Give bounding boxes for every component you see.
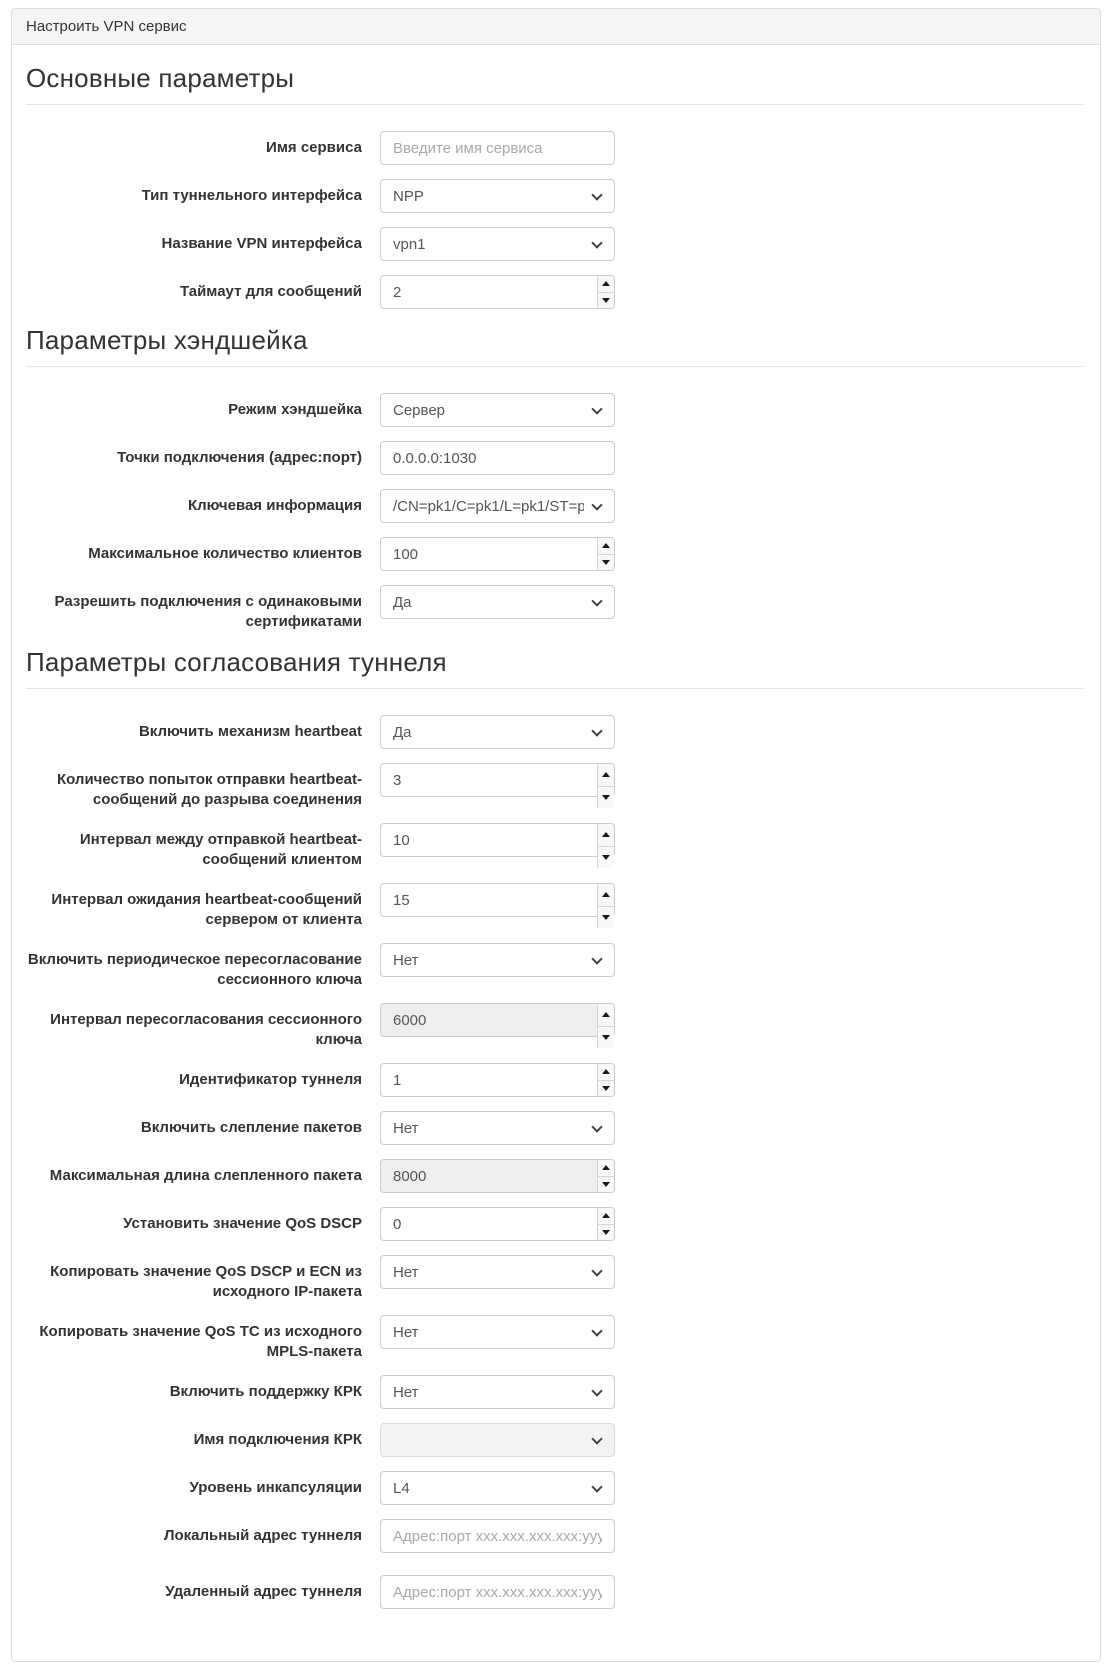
vpn-interface-name-label: Название VPN интерфейса [161,235,362,252]
spin-down-button[interactable] [598,554,614,571]
tunnel-interface-type-control [380,179,615,213]
spin-up-button[interactable] [598,1004,614,1026]
triangle-down-icon [602,1230,610,1235]
packet-gluing-enable-label: Включить слепление пакетов [140,1119,362,1136]
heartbeat-interval-client-input[interactable] [380,823,615,857]
qos-dscp-value-label: Установить значение QoS DSCP [123,1215,362,1232]
krk-connection-name-control [380,1423,615,1457]
triangle-up-icon [602,1213,610,1218]
max-clients-input[interactable] [380,537,615,571]
triangle-up-icon [602,772,610,777]
spin-up-button[interactable] [598,1208,614,1224]
card-body [12,45,1100,1661]
field-row-rekey-interval [24,1003,1086,1049]
spin-down-button[interactable] [598,1026,614,1049]
copy-qos-dscp-ecn-label: Копировать значение QoS DSCP и ECN из исходного IP-пакета [50,1263,362,1300]
field-row-tunnel-interface-type [24,179,1086,213]
heartbeat-wait-server-input[interactable] [380,883,615,917]
field-row-service-name [24,131,1086,165]
spinner-buttons [597,1208,614,1240]
remote-tunnel-address-label: Удаленный адрес туннеля [165,1583,362,1600]
field-row-connection-points [24,441,1086,475]
key-info-label: Ключевая информация [187,497,362,514]
section-divider [26,104,1084,105]
field-row-heartbeat-interval-client [24,823,1086,869]
tunnel-interface-type-select[interactable] [380,179,615,213]
spinner-buttons [597,538,614,570]
encapsulation-level-control [380,1471,615,1505]
rekey-interval-input [380,1003,615,1037]
heartbeat-wait-server-control [380,883,615,929]
heartbeat-enable-select[interactable] [380,715,615,749]
copy-qos-tc-mpls-control [380,1315,615,1361]
tunnel-id-label: Идентификатор туннеля [179,1071,362,1088]
card-header [12,9,1100,45]
section-divider [26,366,1084,367]
spinner-buttons [597,276,614,308]
copy-qos-tc-mpls-label: Копировать значение QoS TC из исходного MPLS-пакета [39,1323,362,1360]
spin-down-button[interactable] [598,292,614,309]
message-timeout-control [380,275,615,309]
field-row-remote-tunnel-address [24,1575,1086,1609]
message-timeout-label: Таймаут для сообщений [179,283,362,300]
triangle-up-icon [602,1069,610,1074]
field-row-tunnel-id [24,1063,1086,1097]
packet-gluing-enable-select[interactable] [380,1111,615,1145]
triangle-up-icon [602,832,610,837]
section-title-main-params: Основные параметры [26,63,295,93]
connection-points-input[interactable] [380,441,615,475]
qos-dscp-value-control [380,1207,615,1241]
heartbeat-attempts-input[interactable] [380,763,615,797]
field-row-rekey-enable [24,943,1086,989]
triangle-down-icon [602,1086,610,1091]
key-info-control [380,489,615,523]
triangle-up-icon [602,1012,610,1017]
section-title-tunnel-negotiation-params: Параметры согласования туннеля [26,647,447,677]
service-name-label: Имя сервиса [266,139,362,156]
vpn-interface-name-control [380,227,615,261]
spin-down-button[interactable] [598,1176,614,1193]
field-row-key-info [24,489,1086,523]
heartbeat-interval-client-control [380,823,615,869]
spin-up-button[interactable] [598,538,614,554]
spin-down-button[interactable] [598,786,614,809]
rekey-enable-control [380,943,615,989]
field-row-glued-packet-max-length [24,1159,1086,1193]
field-row-heartbeat-attempts [24,763,1086,809]
field-row-vpn-interface-name [24,227,1086,261]
heartbeat-attempts-label: Количество попыток отправки heartbeat-сообщений до разрыва соединения [56,771,362,808]
allow-duplicate-certs-select[interactable] [380,585,615,619]
triangle-down-icon [602,795,610,800]
remote-tunnel-address-control [380,1575,615,1609]
triangle-down-icon [602,560,610,565]
triangle-up-icon [602,281,610,286]
field-row-krk-connection-name [24,1423,1086,1457]
heartbeat-enable-label: Включить механизм heartbeat [138,723,362,740]
tunnel-interface-type-label: Тип туннельного интерфейса [141,187,362,204]
connection-points-label: Точки подключения (адрес:порт) [117,449,362,466]
field-row-allow-duplicate-certs [24,585,1086,631]
field-row-krk-support-enable [24,1375,1086,1409]
copy-qos-dscp-ecn-control [380,1255,615,1301]
krk-support-enable-select[interactable] [380,1375,615,1409]
page-title: Настроить VPN сервис [26,18,187,35]
heartbeat-wait-server-label: Интервал ожидания heartbeat-сообщений сервером от клиента [51,891,362,928]
message-timeout-input[interactable] [380,275,615,309]
spin-up-button[interactable] [598,824,614,846]
krk-support-enable-control [380,1375,615,1409]
spin-up-button[interactable] [598,1160,614,1176]
field-row-message-timeout [24,275,1086,309]
encapsulation-level-select[interactable] [380,1471,615,1505]
handshake-mode-label: Режим хэндшейка [228,401,362,418]
krk-connection-name-label: Имя подключения КРК [193,1431,362,1448]
glued-packet-max-length-input [380,1159,615,1193]
spin-up-button[interactable] [598,276,614,292]
allow-duplicate-certs-label: Разрешить подключения с одинаковыми сертификатами [54,593,362,630]
triangle-down-icon [602,1035,610,1040]
spinner-buttons [597,884,614,928]
spinner-buttons [597,1004,614,1048]
field-row-copy-qos-tc-mpls [24,1315,1086,1361]
local-tunnel-address-label: Локальный адрес туннеля [163,1527,362,1544]
krk-support-enable-label: Включить поддержку КРК [169,1383,362,1400]
heartbeat-interval-client-label: Интервал между отправкой heartbeat-сообщений клиентом [79,831,362,868]
copy-qos-dscp-ecn-select[interactable] [380,1255,615,1289]
spin-up-button[interactable] [598,884,614,906]
triangle-up-icon [602,543,610,548]
tunnel-id-control [380,1063,615,1097]
qos-dscp-value-input[interactable] [380,1207,615,1241]
field-row-max-clients [24,537,1086,571]
allow-duplicate-certs-control [380,585,615,631]
tunnel-id-input[interactable] [380,1063,615,1097]
field-row-copy-qos-dscp-ecn [24,1255,1086,1301]
vpn-interface-name-select[interactable] [380,227,615,261]
triangle-up-icon [602,1165,610,1170]
rekey-enable-select[interactable] [380,943,615,977]
local-tunnel-address-input[interactable] [380,1519,615,1553]
field-row-heartbeat-enable [24,715,1086,749]
service-name-input[interactable] [380,131,615,165]
copy-qos-tc-mpls-select[interactable] [380,1315,615,1349]
handshake-mode-select[interactable] [380,393,615,427]
spin-down-button[interactable] [598,906,614,929]
spinner-buttons [597,764,614,808]
local-tunnel-address-control [380,1519,615,1553]
glued-packet-max-length-label: Максимальная длина слепленного пакета [49,1167,362,1184]
packet-gluing-enable-control [380,1111,615,1145]
spin-down-button[interactable] [598,846,614,869]
section-title-handshake-params: Параметры хэндшейка [26,325,308,355]
field-row-handshake-mode [24,393,1086,427]
field-row-local-tunnel-address [24,1519,1086,1553]
spin-down-button[interactable] [598,1080,614,1097]
max-clients-label: Максимальное количество клиентов [88,545,362,562]
krk-connection-name-select [380,1423,615,1457]
spinner-buttons [597,1160,614,1192]
triangle-down-icon [602,298,610,303]
section-divider [26,688,1084,689]
triangle-down-icon [602,915,610,920]
spin-up-button[interactable] [598,764,614,786]
triangle-down-icon [602,855,610,860]
service-name-control [380,131,615,165]
handshake-mode-control [380,393,615,427]
spinner-buttons [597,824,614,868]
max-clients-control [380,537,615,571]
heartbeat-attempts-control [380,763,615,809]
vpn-service-card [11,8,1101,1662]
remote-tunnel-address-input[interactable] [380,1575,615,1609]
field-row-qos-dscp-value [24,1207,1086,1241]
rekey-interval-label: Интервал пересогласования сессионного ключа [50,1011,362,1048]
encapsulation-level-label: Уровень инкапсуляции [189,1479,362,1496]
spinner-buttons [597,1064,614,1096]
field-row-packet-gluing-enable [24,1111,1086,1145]
field-row-heartbeat-wait-server [24,883,1086,929]
glued-packet-max-length-control [380,1159,615,1193]
triangle-down-icon [602,1182,610,1187]
field-row-encapsulation-level [24,1471,1086,1505]
rekey-enable-label: Включить периодическое пересогласование сессионного ключа [27,951,362,988]
spin-down-button[interactable] [598,1224,614,1241]
connection-points-control [380,441,615,475]
triangle-up-icon [602,892,610,897]
rekey-interval-control [380,1003,615,1049]
key-info-select[interactable] [380,489,615,523]
spin-up-button[interactable] [598,1064,614,1080]
heartbeat-enable-control [380,715,615,749]
